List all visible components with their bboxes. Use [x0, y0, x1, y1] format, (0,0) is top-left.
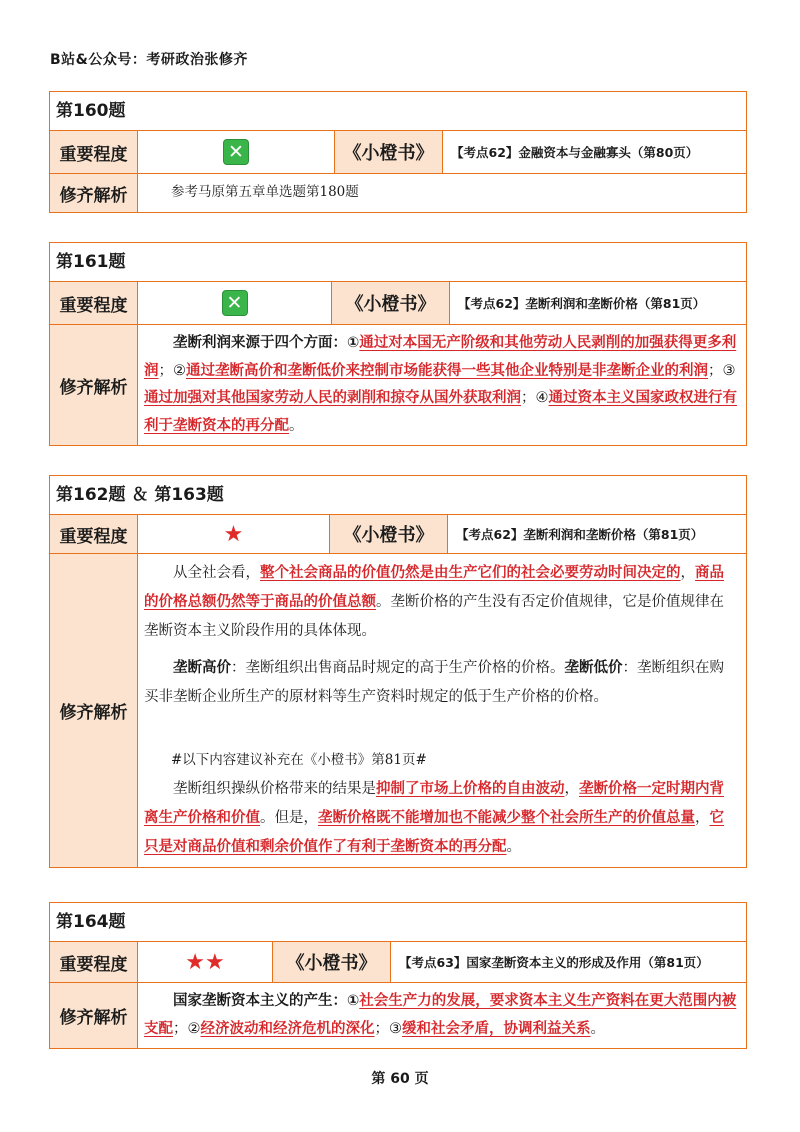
analysis-paragraph: 国家垄断资本主义的产生：①社会生产力的发展，要求资本主义生产资料在更大范围内被支配；②经济波动和经济危机的深化；③缓和社会矛盾，协调利益关系。: [144, 993, 737, 1037]
cross-mark-icon: ✕: [223, 139, 249, 165]
cross-mark-icon: ✕: [222, 290, 248, 316]
importance-label: 重要程度: [50, 942, 138, 982]
analysis-content: [138, 983, 746, 1048]
importance-row: [50, 942, 746, 983]
analysis-label: 修齐解析: [50, 325, 138, 445]
importance-row: [50, 515, 746, 554]
question-title: 第162题 ＆ 第163题: [50, 476, 746, 515]
question-164: [49, 902, 747, 1049]
star-rating-icon: ★★: [185, 949, 225, 975]
page-header: B站&公众号：考研政治张修齐: [50, 52, 248, 68]
analysis-text: 参考马原第五章单选题第180题: [171, 184, 359, 200]
importance-label: 重要程度: [50, 131, 138, 173]
question-title: 第160题: [50, 92, 746, 131]
question-160: [49, 91, 747, 213]
book-tag: 《小橙书》: [273, 942, 391, 982]
page-number: 第 60 页: [371, 1071, 429, 1087]
book-tag: 《小橙书》: [330, 515, 448, 553]
analysis-content: [138, 325, 746, 445]
analysis-paragraph: 垄断组织操纵价格带来的结果是抑制了市场上价格的自由波动，垄断价格一定时期内背离生产价格和价值。但是，垄断价格既不能增加也不能减少整个社会所生产的价值总量，它只是对商品价值和剩余价值作了有利于垄断资本的再分配。: [144, 781, 724, 855]
importance-value: [138, 131, 335, 173]
analysis-label: 修齐解析: [50, 983, 138, 1048]
topic-reference: 【考点62】垄断利润和垄断价格（第81页）: [458, 296, 706, 311]
importance-row: [50, 282, 746, 325]
importance-row: [50, 131, 746, 174]
topic-reference: 【考点63】国家垄断资本主义的形成及作用（第81页）: [399, 955, 709, 970]
book-tag: 《小橙书》: [332, 282, 450, 324]
supplement-note: #以下内容建议补充在《小橙书》第81页#: [171, 752, 427, 768]
analysis-label: 修齐解析: [50, 174, 138, 212]
book-tag: 《小橙书》: [335, 131, 443, 173]
analysis-row: [50, 554, 746, 867]
topic-reference: 【考点62】金融资本与金融寡头（第80页）: [451, 145, 699, 160]
star-rating-icon: ★: [223, 521, 244, 547]
topic-reference: 【考点62】垄断利润和垄断价格（第81页）: [456, 527, 704, 542]
analysis-row: [50, 983, 746, 1048]
analysis-content: [138, 554, 746, 867]
question-162-163: [49, 475, 747, 868]
analysis-row: [50, 325, 746, 445]
analysis-label: 修齐解析: [50, 554, 138, 867]
analysis-paragraph: 垄断高价：垄断组织出售商品时规定的高于生产价格的价格。垄断低价：垄断组织在购买非垄断企业所生产的原材料等生产资料时规定的低于生产价格的价格。: [144, 660, 724, 705]
importance-value: [138, 515, 330, 553]
question-161: [49, 242, 747, 446]
analysis-row: [50, 174, 746, 212]
importance-value: [138, 282, 332, 324]
question-title: 第164题: [50, 903, 746, 942]
importance-label: 重要程度: [50, 282, 138, 324]
question-title: 第161题: [50, 243, 746, 282]
analysis-paragraph: 从全社会看，整个社会商品的价值仍然是由生产它们的社会必要劳动时间决定的，商品的价格总额仍然等于商品的价值总额。垄断价格的产生没有否定价值规律，它是价值规律在垄断资本主义阶段作用的具体体现。: [144, 565, 724, 639]
analysis-content: [138, 174, 746, 212]
analysis-paragraph: 垄断利润来源于四个方面：①通过对本国无产阶级和其他劳动人民剥削的加强获得更多利润；②通过垄断高价和垄断低价来控制市场能获得一些其他企业特别是非垄断企业的利润；③通过加强对其他国家劳动人民的剥削和掠夺从国外获取利润；④通过资本主义国家政权进行有利于垄断资本的再分配。: [144, 335, 737, 434]
importance-label: 重要程度: [50, 515, 138, 553]
importance-value: [138, 942, 273, 982]
